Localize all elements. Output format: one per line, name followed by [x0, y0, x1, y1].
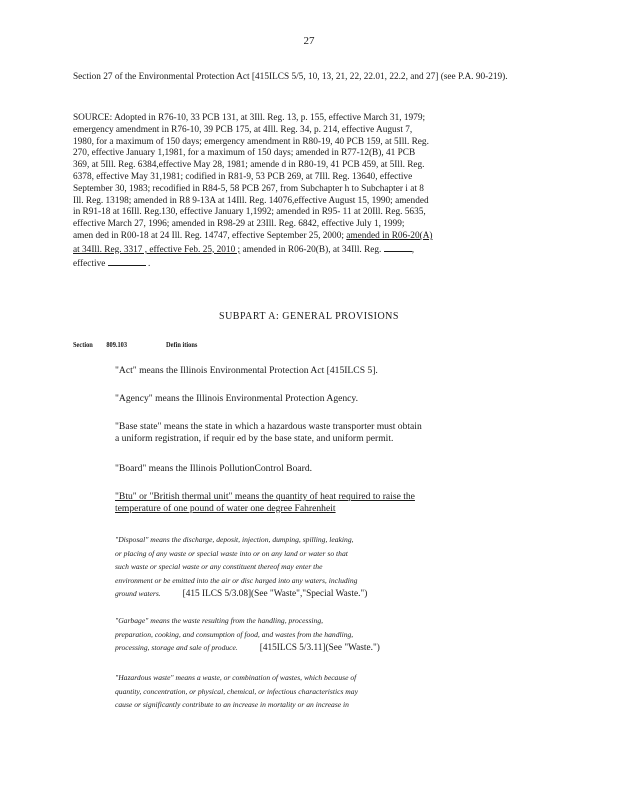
authority-note: Section 27 of the Environmental Protection Act [415ILCS 5/5, 10, 13, 21, 22, 22.01, 22.2, and 27] (see P.A. 90-219).: [73, 72, 508, 82]
source-amendment-underlined: at 34Ill. Reg. 3317 , effective Feb. 25, 2010 ;: [73, 244, 241, 255]
source-line: SOURCE: Adopted in R76-10, 33 PCB 131, at 3Ill. Reg. 13, p. 155, effective March 31, 1979;: [73, 113, 426, 123]
definition-hazardous-waste: [115, 671, 495, 712]
definition-base-state: [115, 421, 495, 445]
definition-disposal: [115, 533, 495, 602]
source-amendment-underlined: amended in R06-20(A): [346, 230, 433, 241]
definition-board: "Board" means the Illinois PollutionControl Board.: [115, 463, 313, 474]
definition-line: temperature of one pound of water one degree Fahrenheit: [115, 503, 336, 514]
definition-text: ground waters.: [115, 589, 161, 598]
statute-citation: [415 ILCS 5/3.08](See "Waste","Special Waste."): [182, 589, 368, 599]
definition-text: processing, storage and sale of produce.: [115, 643, 238, 652]
source-note: [73, 113, 528, 270]
subpart-title: SUBPART A: GENERAL PROVISIONS: [219, 311, 399, 322]
definition-agency: "Agency" means the Illinois Environmental Protection Agency.: [115, 393, 359, 404]
source-line: effective .: [73, 258, 151, 269]
definition-line: "Hazardous waste" means a waste, or combination of wastes, which because of: [115, 673, 357, 682]
definition-garbage: [115, 614, 495, 656]
source-line: effective March 27, 1996; amended in R98-29 at 23Ill. Reg. 6842, effective July 1, 1999;: [73, 219, 405, 230]
section-number: 809.103: [106, 340, 128, 349]
section-title: Defin itions: [166, 340, 198, 349]
source-line: emergency amendment in R76-10, 39 PCB 175, at 4Ill. Reg. 34, p. 214, effective August 7,: [73, 124, 413, 135]
definition-line: such waste or special waste or any constituent thereof may enter the: [115, 562, 323, 571]
source-line: 6378, effective May 31,1981; codified in R81-9, 53 PCB 269, at 7Ill. Reg. 13640, effective: [73, 171, 413, 182]
definition-act: "Act" means the Illinois Environmental Protection Act [415ILCS 5].: [115, 365, 378, 376]
definition-line: environment or be emitted into the air or disc harged into any waters, including: [115, 575, 358, 585]
blank-line: [384, 243, 412, 252]
source-line: in R91-18 at 16Ill. Reg.130, effective January 1,1992; amended in R95- 11 at 20Ill. Reg. 5635,: [73, 207, 426, 218]
source-line: September 30, 1983; recodified in R84-5, 58 PCB 267, from Subchapter h to Subchapter i at 8: [73, 183, 424, 194]
definition-line: quantity, concentration, or physical, chemical, or infectious characteristics may: [115, 686, 358, 696]
source-line: 270, effective January 1,1981, for a maximum of 150 days; amended in R77-12(B), 41 PCB: [73, 148, 416, 159]
definition-line: [115, 587, 495, 602]
section-heading: [73, 340, 209, 349]
source-line: [73, 231, 528, 243]
source-text: amen ded in R00-18 at 24 Ill. Reg. 14747, effective September 25, 2000;: [73, 230, 344, 241]
definition-line: "Garbage" means the waste resulting from the handling, processing,: [115, 616, 324, 625]
blank-line: [108, 257, 146, 266]
source-line: 369, at 5Ill. Reg. 6384,effective May 28, 1981; amende d in R80-19, 41 PCB 459, at 5Ill. Reg.: [73, 160, 425, 171]
section-label: Section: [73, 340, 93, 349]
page-number: 27: [303, 35, 315, 47]
statute-citation: [415ILCS 5/3.11](See "Waste."): [259, 643, 380, 653]
source-text: effective: [73, 258, 106, 269]
definition-line: preparation, cooking, and consumption of food, and wastes from the handling,: [115, 629, 354, 639]
definition-line: [115, 641, 495, 656]
source-text: amended in R06-20(B), at 34Ill. Reg.: [242, 244, 382, 255]
source-line: Ill. Reg. 13198; amended in R8 9-13A at 14Ill. Reg. 14076,effective August 15, 1990; amended: [73, 195, 429, 206]
definition-line: a uniform registration, if requir ed by the base state, and uniform permit.: [115, 433, 394, 444]
definition-line: "Disposal" means the discharge, deposit, injection, dumping, spilling, leaking,: [115, 535, 354, 544]
definition-line: or placing of any waste or special waste into or on any land or water so that: [115, 548, 348, 558]
definition-btu: [115, 491, 495, 515]
source-line: at 34Ill. Reg. 3317 , effective Feb. 25, 2010 ; amended in R06-20(B), at 34Ill. Reg. ,: [73, 244, 415, 255]
source-line: 1980, for a maximum of 150 days; emergency amendment in R80-19, 40 PCB 159, at 5Ill. Reg.: [73, 136, 429, 147]
definition-line: "Btu" or "British thermal unit" means the quantity of heat required to raise the: [115, 491, 415, 502]
definition-line: "Base state" means the state in which a hazardous waste transporter must obtain: [115, 421, 422, 432]
definition-line: cause or significantly contribute to an increase in mortality or an increase in: [115, 700, 349, 709]
